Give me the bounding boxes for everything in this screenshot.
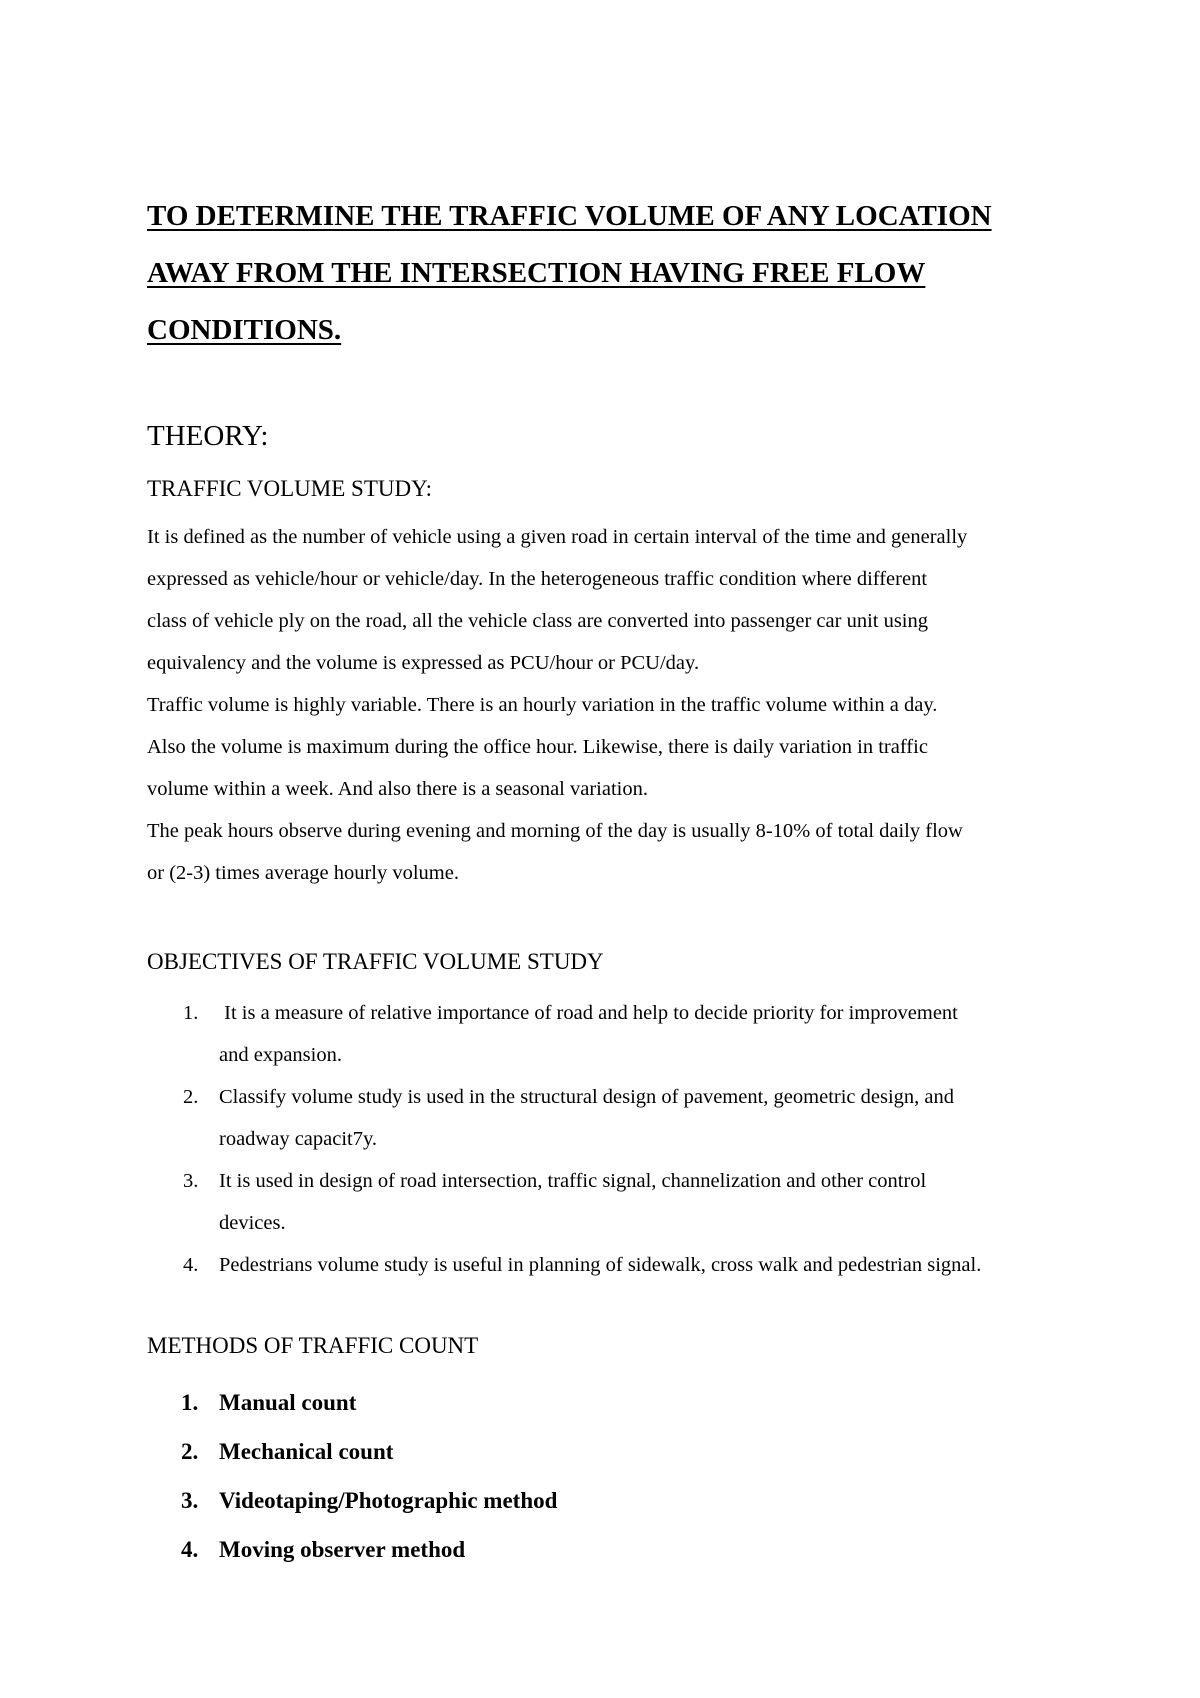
method-item	[147, 1378, 1147, 1427]
objective-line: Pedestrians volume study is useful in planning of sidewalk, cross walk and pedestrian signal.	[219, 1254, 982, 1276]
methods-heading: METHODS OF TRAFFIC COUNT	[147, 1333, 479, 1358]
definition-paragraph	[147, 516, 1147, 684]
list-number: 1.	[183, 1002, 199, 1024]
list-number: 2.	[183, 1086, 199, 1108]
objective-line: devices.	[219, 1212, 286, 1234]
objective-item	[147, 1244, 1147, 1286]
paragraph-line: expressed as vehicle/hour or vehicle/day. In the heterogeneous traffic condition where different	[147, 568, 928, 590]
methods-list	[147, 1378, 1147, 1574]
objective-line: roadway capacit7y.	[219, 1128, 378, 1150]
paragraph-line: equivalency and the volume is expressed as PCU/hour or PCU/day.	[147, 652, 700, 674]
title-line: TO DETERMINE THE TRAFFIC VOLUME OF ANY LOCATION	[147, 200, 992, 232]
method-item	[147, 1525, 1147, 1574]
list-number: 4.	[183, 1254, 199, 1276]
list-number: 3.	[183, 1170, 199, 1192]
list-number: 4.	[181, 1537, 199, 1562]
method-label: Videotaping/Photographic method	[219, 1488, 558, 1513]
paragraph-line: or (2-3) times average hourly volume.	[147, 862, 459, 884]
method-item	[147, 1476, 1147, 1525]
paragraph-line: It is defined as the number of vehicle using a given road in certain interval of the time and generally	[147, 526, 968, 548]
objective-item	[147, 1076, 1147, 1160]
paragraph-line: class of vehicle ply on the road, all the vehicle class are converted into passenger car unit using	[147, 610, 929, 632]
objective-line: It is a measure of relative importance of road and help to decide priority for improvement	[219, 1002, 958, 1024]
objective-line: It is used in design of road intersection, traffic signal, channelization and other control	[219, 1170, 927, 1192]
objectives-heading: OBJECTIVES OF TRAFFIC VOLUME STUDY	[147, 949, 604, 974]
document-title	[147, 188, 1147, 359]
variation-paragraph	[147, 684, 1147, 810]
objective-line: Classify volume study is used in the structural design of pavement, geometric design, and	[219, 1086, 955, 1108]
list-number: 2.	[181, 1439, 199, 1464]
method-item	[147, 1427, 1147, 1476]
title-line: CONDITIONS.	[147, 314, 342, 346]
list-number: 1.	[181, 1390, 199, 1415]
method-label: Manual count	[219, 1390, 357, 1415]
paragraph-line: Traffic volume is highly variable. There is an hourly variation in the traffic volume within a day.	[147, 694, 938, 716]
paragraph-line: volume within a week. And also there is a seasonal variation.	[147, 778, 648, 800]
objectives-list	[147, 992, 1147, 1286]
paragraph-line: Also the volume is maximum during the office hour. Likewise, there is daily variation in traffic	[147, 736, 928, 758]
title-line: AWAY FROM THE INTERSECTION HAVING FREE FLOW	[147, 257, 926, 289]
method-label: Moving observer method	[219, 1537, 466, 1562]
traffic-volume-study-heading: TRAFFIC VOLUME STUDY:	[147, 476, 432, 501]
peak-hours-paragraph	[147, 810, 1147, 894]
objective-item	[147, 1160, 1147, 1244]
objective-line: and expansion.	[219, 1044, 342, 1066]
theory-heading: THEORY:	[147, 420, 269, 452]
objective-item	[147, 992, 1147, 1076]
method-label: Mechanical count	[219, 1439, 394, 1464]
paragraph-line: The peak hours observe during evening and morning of the day is usually 8-10% of total daily flow	[147, 820, 963, 842]
list-number: 3.	[181, 1488, 199, 1513]
